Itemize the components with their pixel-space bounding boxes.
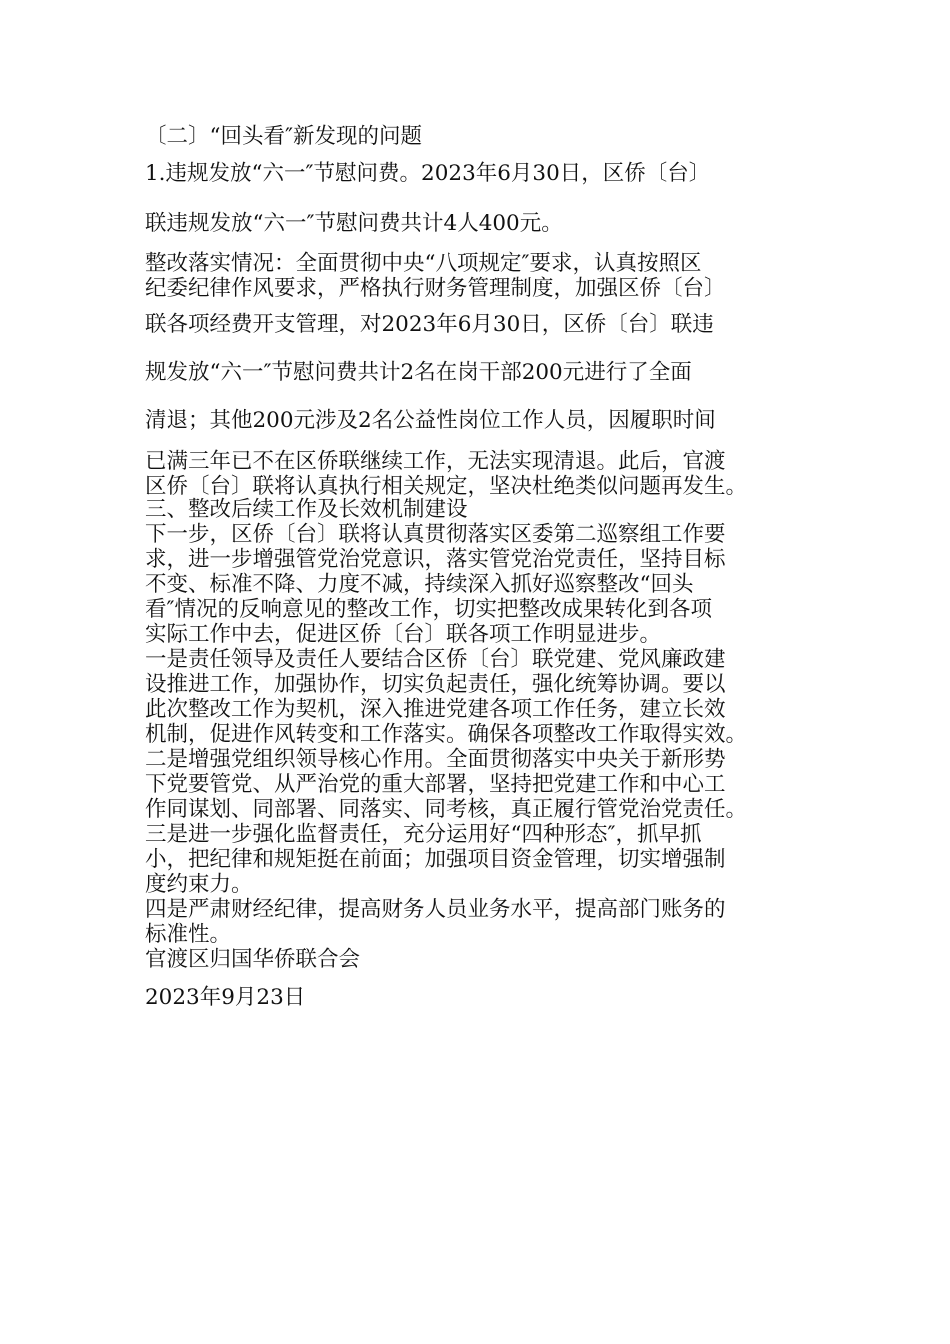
rectify-line: 区侨〔台〕联将认真执行相关规定，坚决杜绝类似问题再发生。 — [145, 474, 748, 499]
rectify-line: 清退；其他200元涉及2名公益性岗位工作人员，因履职时间 — [145, 408, 716, 433]
point-1-line: 一是责任领导及责任人要结合区侨〔台〕联党建、党风廉政建 — [145, 647, 726, 672]
point-2-line: 作同谋划、同部署、同落实、同考核，真正履行管党治党责任。 — [145, 797, 748, 822]
point-3-line: 三是进一步强化监督责任，充分运用好“四种形态″，抓早抓 — [145, 822, 702, 847]
signature-org: 官渡区归国华侨联合会 — [145, 947, 361, 972]
section-heading-3: 三、整改后续工作及长效机制建设 — [145, 497, 468, 522]
point-4-line: 四是严肃财经纪律，提高财务人员业务水平，提高部门账务的 — [145, 897, 726, 922]
point-2-line: 二是增强党组织领导核心作用。全面贯彻落实中央关于新形势 — [145, 747, 726, 772]
point-4-line: 标准性。 — [145, 922, 232, 947]
point-1-line: 机制，促进作风转变和工作落实。确保各项整改工作取得实效。 — [145, 722, 748, 747]
rectify-line: 已满三年已不在区侨联继续工作，无法实现清退。此后，官渡 — [145, 449, 726, 474]
item-1-line-1: 1.违规发放“六一″节慰问费。2023年6月30日，区侨〔台〕 — [145, 161, 711, 186]
point-3-line: 小，把纪律和规矩挺在前面；加强项目资金管理，切实增强制 — [145, 847, 726, 872]
section-heading-2: 〔二〕“回头看″新发现的问题 — [145, 124, 423, 149]
point-1-line: 设推进工作，加强协作，切实负起责任，强化统筹协调。要以 — [145, 672, 726, 697]
point-3-line: 度约束力。 — [145, 872, 253, 897]
rectify-line: 整改落实情况：全面贯彻中央“八项规定″要求，认真按照区 — [145, 251, 702, 276]
next-step-line: 下一步，区侨〔台〕联将认真贯彻落实区委第二巡察组工作要 — [145, 522, 726, 547]
next-step-line: 看″情况的反响意见的整改工作，切实把整改成果转化到各项 — [145, 597, 713, 622]
next-step-line: 求，进一步增强管党治党意识，落实管党治党责任，坚持目标 — [145, 547, 726, 572]
next-step-line: 不变、标准不降、力度不减，持续深入抓好巡察整改“回头 — [145, 572, 694, 597]
point-1-line: 此次整改工作为契机，深入推进党建各项工作任务，建立长效 — [145, 697, 726, 722]
rectify-line: 纪委纪律作风要求，严格执行财务管理制度，加强区侨〔台〕 — [145, 276, 726, 301]
rectify-line: 联各项经费开支管理，对2023年6月30日，区侨〔台〕联违 — [145, 312, 714, 337]
signature-date: 2023年9月23日 — [145, 985, 306, 1010]
item-1-line-2: 联违规发放“六一″节慰问费共计4人400元。 — [145, 211, 563, 236]
point-2-line: 下党要管党、从严治党的重大部署，坚持把党建工作和中心工 — [145, 772, 726, 797]
next-step-line: 实际工作中去，促进区侨〔台〕联各项工作明显进步。 — [145, 622, 662, 647]
rectify-line: 规发放“六一″节慰问费共计2名在岗干部200元进行了全面 — [145, 360, 692, 385]
